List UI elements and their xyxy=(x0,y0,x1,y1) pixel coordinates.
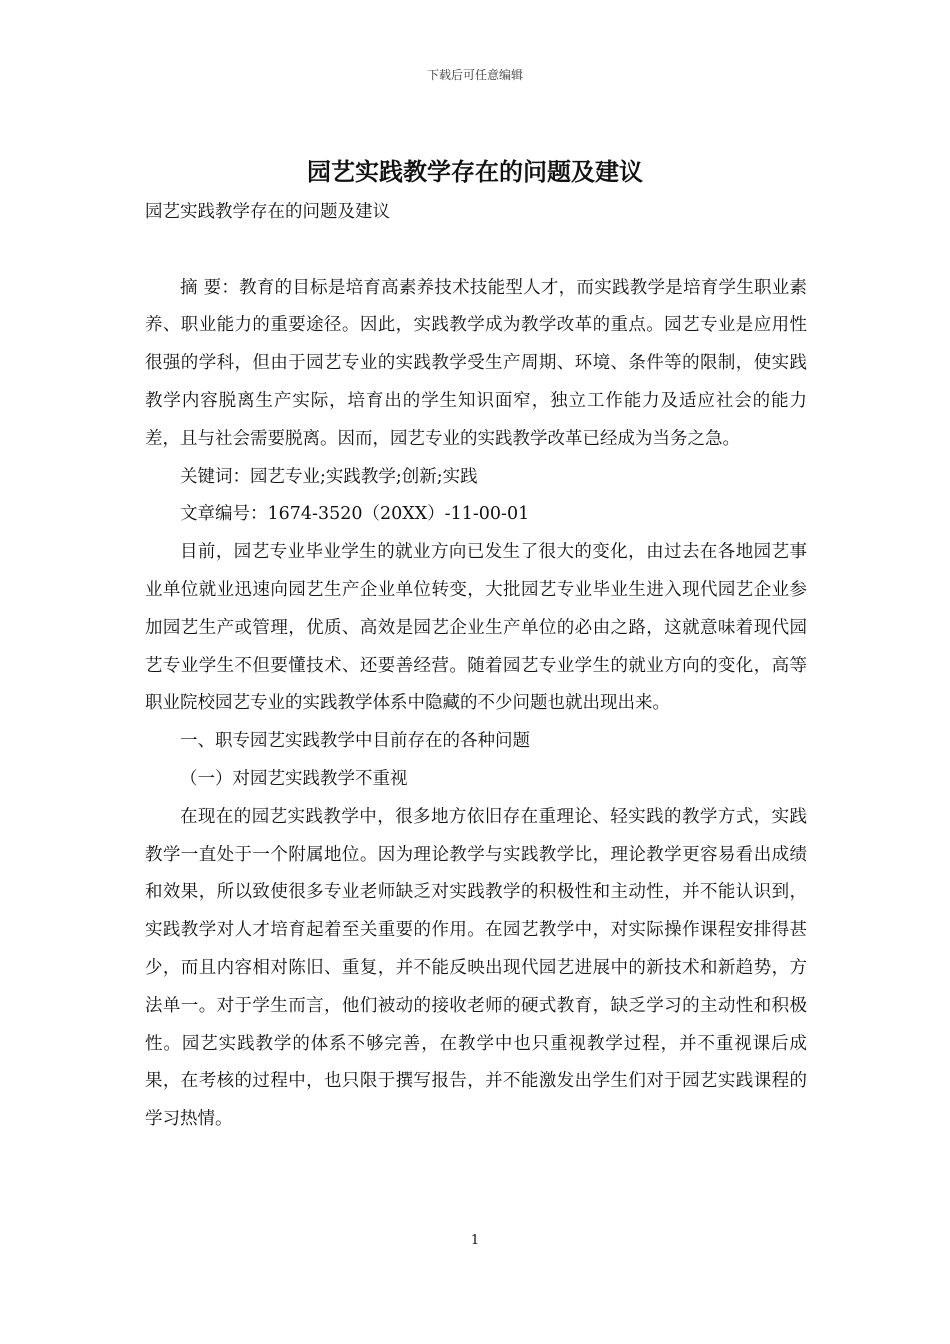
blank-line xyxy=(145,232,807,270)
article-id-line: 文章编号：1674-3520（20XX）-11-00-01 xyxy=(180,504,530,525)
document-subtitle: 园艺实践教学存在的问题及建议 xyxy=(145,202,390,222)
intro-paragraph: 目前，园艺专业毕业学生的就业方向已发生了很大的变化，由过去在各地园艺事业单位就业迅速向园艺生产企业单位转变，大批园艺专业毕业生进入现代园艺企业参加园艺生产或管理，优质、高效是园艺企业生产单位的必由之路，这就意味着现代园艺专业学生不但要懂技术、还要善经营。随着园艺专业学生的就业方向的变化，高等职业院校园艺专业的实践教学体系中隐藏的不少问题也就出现出来。 xyxy=(145,542,807,714)
section-heading: 一、职专园艺实践教学中目前存在的各种问题 xyxy=(180,731,530,752)
document-title: 园艺实践教学存在的问题及建议 xyxy=(307,157,643,186)
page-number: 1 xyxy=(470,1233,480,1248)
abstract-paragraph: 摘 要：教育的目标是培育高素养技术技能型人才，而实践教学是培育学生职业素养、职业能力的重要途径。因此，实践教学成为教学改革的重点。园艺专业是应用性很强的学科，但由于园艺专业的实践教学受生产周期、环境、条件等的限制，使实践教学内容脱离生产实际，培育出的学生知识面窄，独立工作能力及适应社会的能力差，且与社会需要脱离。因而，园艺专业的实践教学改革已经成为当务之急。 xyxy=(145,277,807,449)
body-paragraph: 在现在的园艺实践教学中，很多地方依旧存在重理论、轻实践的教学方式，实践教学一直处于一个附属地位。因为理论教学与实践教学比，理论教学更容易看出成绩和效果，所以致使很多专业老师缺乏对实践教学的积极性和主动性，并不能认识到，实践教学对人才培育起着至关重要的作用。在园艺教学中，对实际操作课程安排得甚少，而且内容相对陈旧、重复，并不能反映出现代园艺进展中的新技术和新趋势，方法单一。对于学生而言，他们被动的接收老师的硬式教育，缺乏学习的主动性和积极性。园艺实践教学的体系不够完善，在教学中也只重视教学过程，并不重视课后成果，在考核的过程中，也只限于撰写报告，并不能激发出学生们对于园艺实践课程的学习热情。 xyxy=(145,806,807,1130)
keywords-line: 关键词：园艺专业;实践教学;创新;实践 xyxy=(180,466,478,487)
header-note: 下载后可任意编辑 xyxy=(426,68,523,82)
subsection-heading: （一）对园艺实践教学不重视 xyxy=(180,768,408,789)
document-body xyxy=(145,194,807,1139)
